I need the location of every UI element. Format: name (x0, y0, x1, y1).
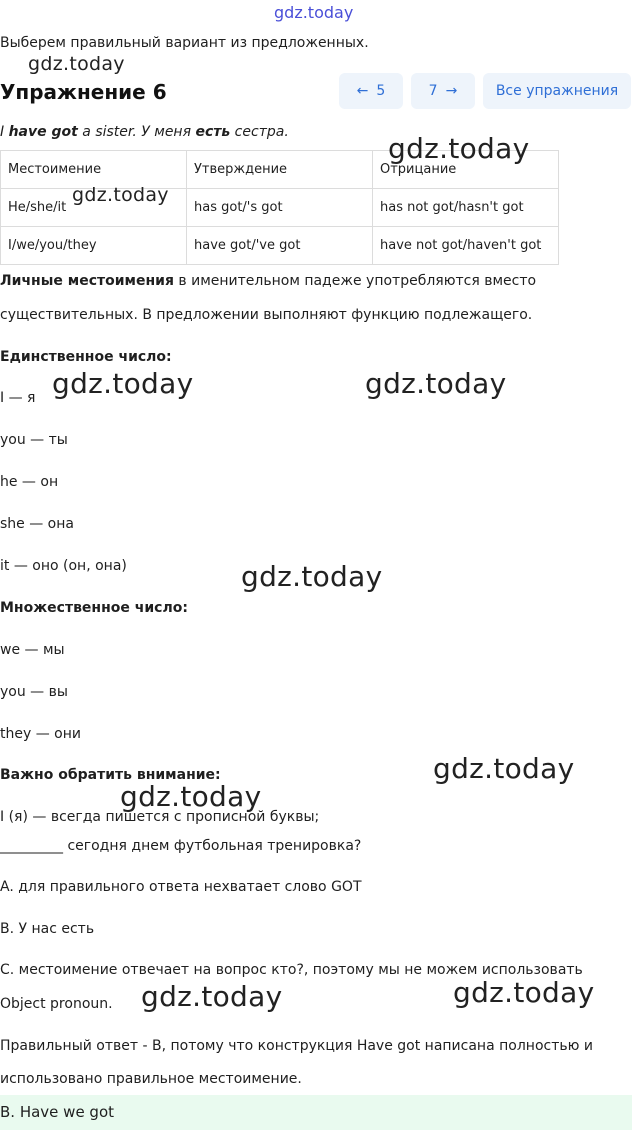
personal-pronouns-line1 (0, 273, 536, 289)
example-part: a sister. У меня (77, 124, 196, 140)
example-bold: have got (8, 124, 78, 140)
important-note: I (я) — всегда пишется с прописной буквы; (0, 809, 320, 825)
table-cell: He/she/it (1, 189, 187, 227)
question-text: _________ сегодня днем футбольная тренировка? (0, 838, 362, 854)
example-part: сестра. (230, 124, 289, 140)
example-part: I (0, 124, 9, 140)
intro-text: Выберем правильный вариант из предложенных. (0, 35, 369, 51)
watermark: gdz.today (241, 560, 383, 593)
table-header-cell: Местоимение (1, 151, 187, 189)
watermark: gdz.today (141, 980, 283, 1013)
personal-pronouns-bold: Личные местоимения (0, 273, 174, 289)
next-exercise-label: 7 (428, 83, 438, 99)
table-cell: I/we/you/they (1, 227, 187, 265)
table-header-cell: Утверждение (187, 151, 373, 189)
table-header-cell: Отрицание (373, 151, 559, 189)
list-item: you — вы (0, 684, 68, 700)
plural-heading: Множественное число: (0, 600, 188, 616)
example-sentence (0, 124, 289, 140)
watermark: gdz.today (28, 53, 125, 75)
explanation-line1: Правильный ответ - B, потому что конструкция Have got написана полностью и (0, 1038, 593, 1054)
site-watermark-top: gdz.today (274, 3, 354, 22)
page-title: Упражнение 6 (0, 80, 167, 104)
watermark: gdz.today (433, 752, 575, 785)
option-a: A. для правильного ответа нехватает слово GOT (0, 879, 362, 895)
table-cell: have got/'ve got (187, 227, 373, 265)
example-bold: есть (195, 124, 231, 140)
option-c-line1: C. местоимение отвечает на вопрос кто?, поэтому мы не можем использовать (0, 962, 583, 978)
list-item: you — ты (0, 432, 68, 448)
watermark: gdz.today (365, 367, 507, 400)
all-exercises-label: Все упражнения (495, 83, 619, 99)
table-cell: has not got/hasn't got (373, 189, 559, 227)
table-cell: have not got/haven't got (373, 227, 559, 265)
list-item: they — они (0, 726, 81, 742)
personal-pronouns-text: в именительном падеже употребляются вместо (173, 273, 537, 289)
prev-exercise-button[interactable] (339, 73, 403, 109)
watermark: gdz.today (52, 367, 194, 400)
singular-heading: Единственное число: (0, 349, 172, 365)
list-item: she — она (0, 516, 74, 532)
watermark: gdz.today (120, 780, 262, 813)
important-heading: Важно обратить внимание: (0, 767, 221, 783)
watermark: gdz.today (453, 976, 595, 1009)
answer-text: B. Have we got (0, 1103, 115, 1121)
watermark: gdz.today (72, 184, 169, 206)
list-item: I — я (0, 390, 36, 406)
list-item: he — он (0, 474, 59, 490)
list-item: it — оно (он, она) (0, 558, 127, 574)
table-cell: has got/'s got (187, 189, 373, 227)
option-b: B. У нас есть (0, 921, 95, 937)
next-exercise-button[interactable] (411, 73, 475, 109)
grammar-table (0, 150, 559, 265)
prev-exercise-label: 5 (376, 83, 386, 99)
all-exercises-button[interactable] (483, 73, 631, 109)
arrow-right-icon: → (445, 83, 458, 99)
table-row (1, 227, 559, 265)
option-c-line2: Object pronoun. (0, 996, 113, 1012)
watermark: gdz.today (388, 132, 530, 165)
arrow-left-icon: ← (356, 83, 369, 99)
list-item: we — мы (0, 642, 65, 658)
explanation-line2: использовано правильное местоимение. (0, 1071, 302, 1087)
personal-pronouns-line2: существительных. В предложении выполняют функцию подлежащего. (0, 307, 533, 323)
